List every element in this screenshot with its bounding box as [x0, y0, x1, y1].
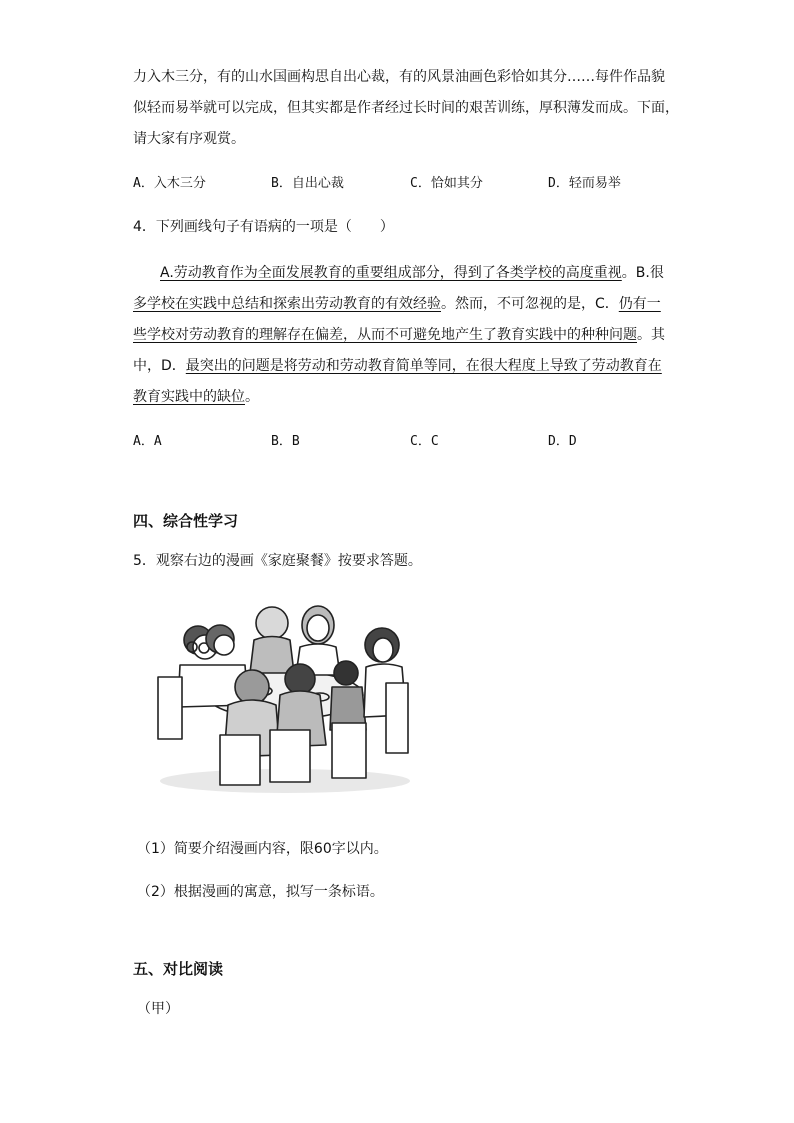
q4-sentence-d: 最突出的问题是将劳动和劳动教育简单等同，在很大程度上导致了劳动教育在 — [185, 358, 662, 374]
q4-stem: 4．下列画线句子有语病的一项是（ ） — [133, 219, 394, 235]
q3-option-d: D．轻而易举 — [548, 176, 621, 191]
q4-sentence-b: 多学校在实践中总结和探索出劳动教育的有效经验 — [133, 296, 441, 312]
intro-line-3: 请大家有序观赏。 — [133, 131, 245, 147]
section-4-heading: 四、综合性学习 — [133, 512, 239, 530]
q3-option-b: B．自出心裁 — [271, 176, 344, 191]
q4-passage-line-3 — [133, 325, 665, 345]
q4-text: 。B.很 — [621, 265, 664, 281]
q4-option-b: B．B — [271, 434, 300, 449]
q4-sentence-c-start: 仍有一 — [618, 296, 661, 312]
q3-option-a: A．入木三分 — [133, 176, 206, 191]
section-5-heading: 五、对比阅读 — [133, 960, 224, 978]
passage-label-jia: （甲） — [137, 1001, 179, 1017]
q3-option-c: C．恰如其分 — [410, 176, 483, 191]
q4-text: 。 — [245, 389, 259, 405]
q4-text: 。其 — [637, 327, 665, 343]
q5-subquestion-2: （2）根据漫画的寓意，拟写一条标语。 — [137, 884, 384, 900]
q4-passage-line-4 — [133, 356, 662, 376]
q4-text: 。然而，不可忽视的是，C． — [441, 296, 619, 312]
q4-passage-line-2 — [133, 294, 661, 314]
q4-sentence-c: 些学校对劳动教育的理解存在偏差，从而不可避免地产生了教育实践中的种种问题 — [133, 327, 637, 343]
intro-line-2: 似轻而易举就可以完成，但其实都是作者经过长时间的艰苦训练，厚积薄发而成。下面， — [133, 100, 679, 116]
q4-text: 中，D． — [133, 358, 186, 374]
q4-option-a: A．A — [133, 434, 162, 449]
intro-line-1: 力入木三分，有的山水国画构思自出心裁，有的风景油画色彩恰如其分……每件作品貌 — [133, 69, 665, 85]
q4-passage-line-1 — [160, 263, 664, 283]
q4-passage-line-5 — [133, 387, 259, 407]
q4-option-d: D．D — [548, 434, 577, 449]
family-dinner-cartoon — [150, 595, 415, 795]
q4-sentence-a: A.劳动教育作为全面发展教育的重要组成部分，得到了各类学校的高度重视 — [160, 265, 622, 281]
q5-subquestion-1: （1）简要介绍漫画内容，限60字以内。 — [137, 841, 388, 857]
q5-stem: 5．观察右边的漫画《家庭聚餐》按要求答题。 — [133, 553, 422, 569]
q4-sentence-d-end: 教育实践中的缺位 — [133, 389, 245, 405]
q4-option-c: C．C — [410, 434, 439, 449]
